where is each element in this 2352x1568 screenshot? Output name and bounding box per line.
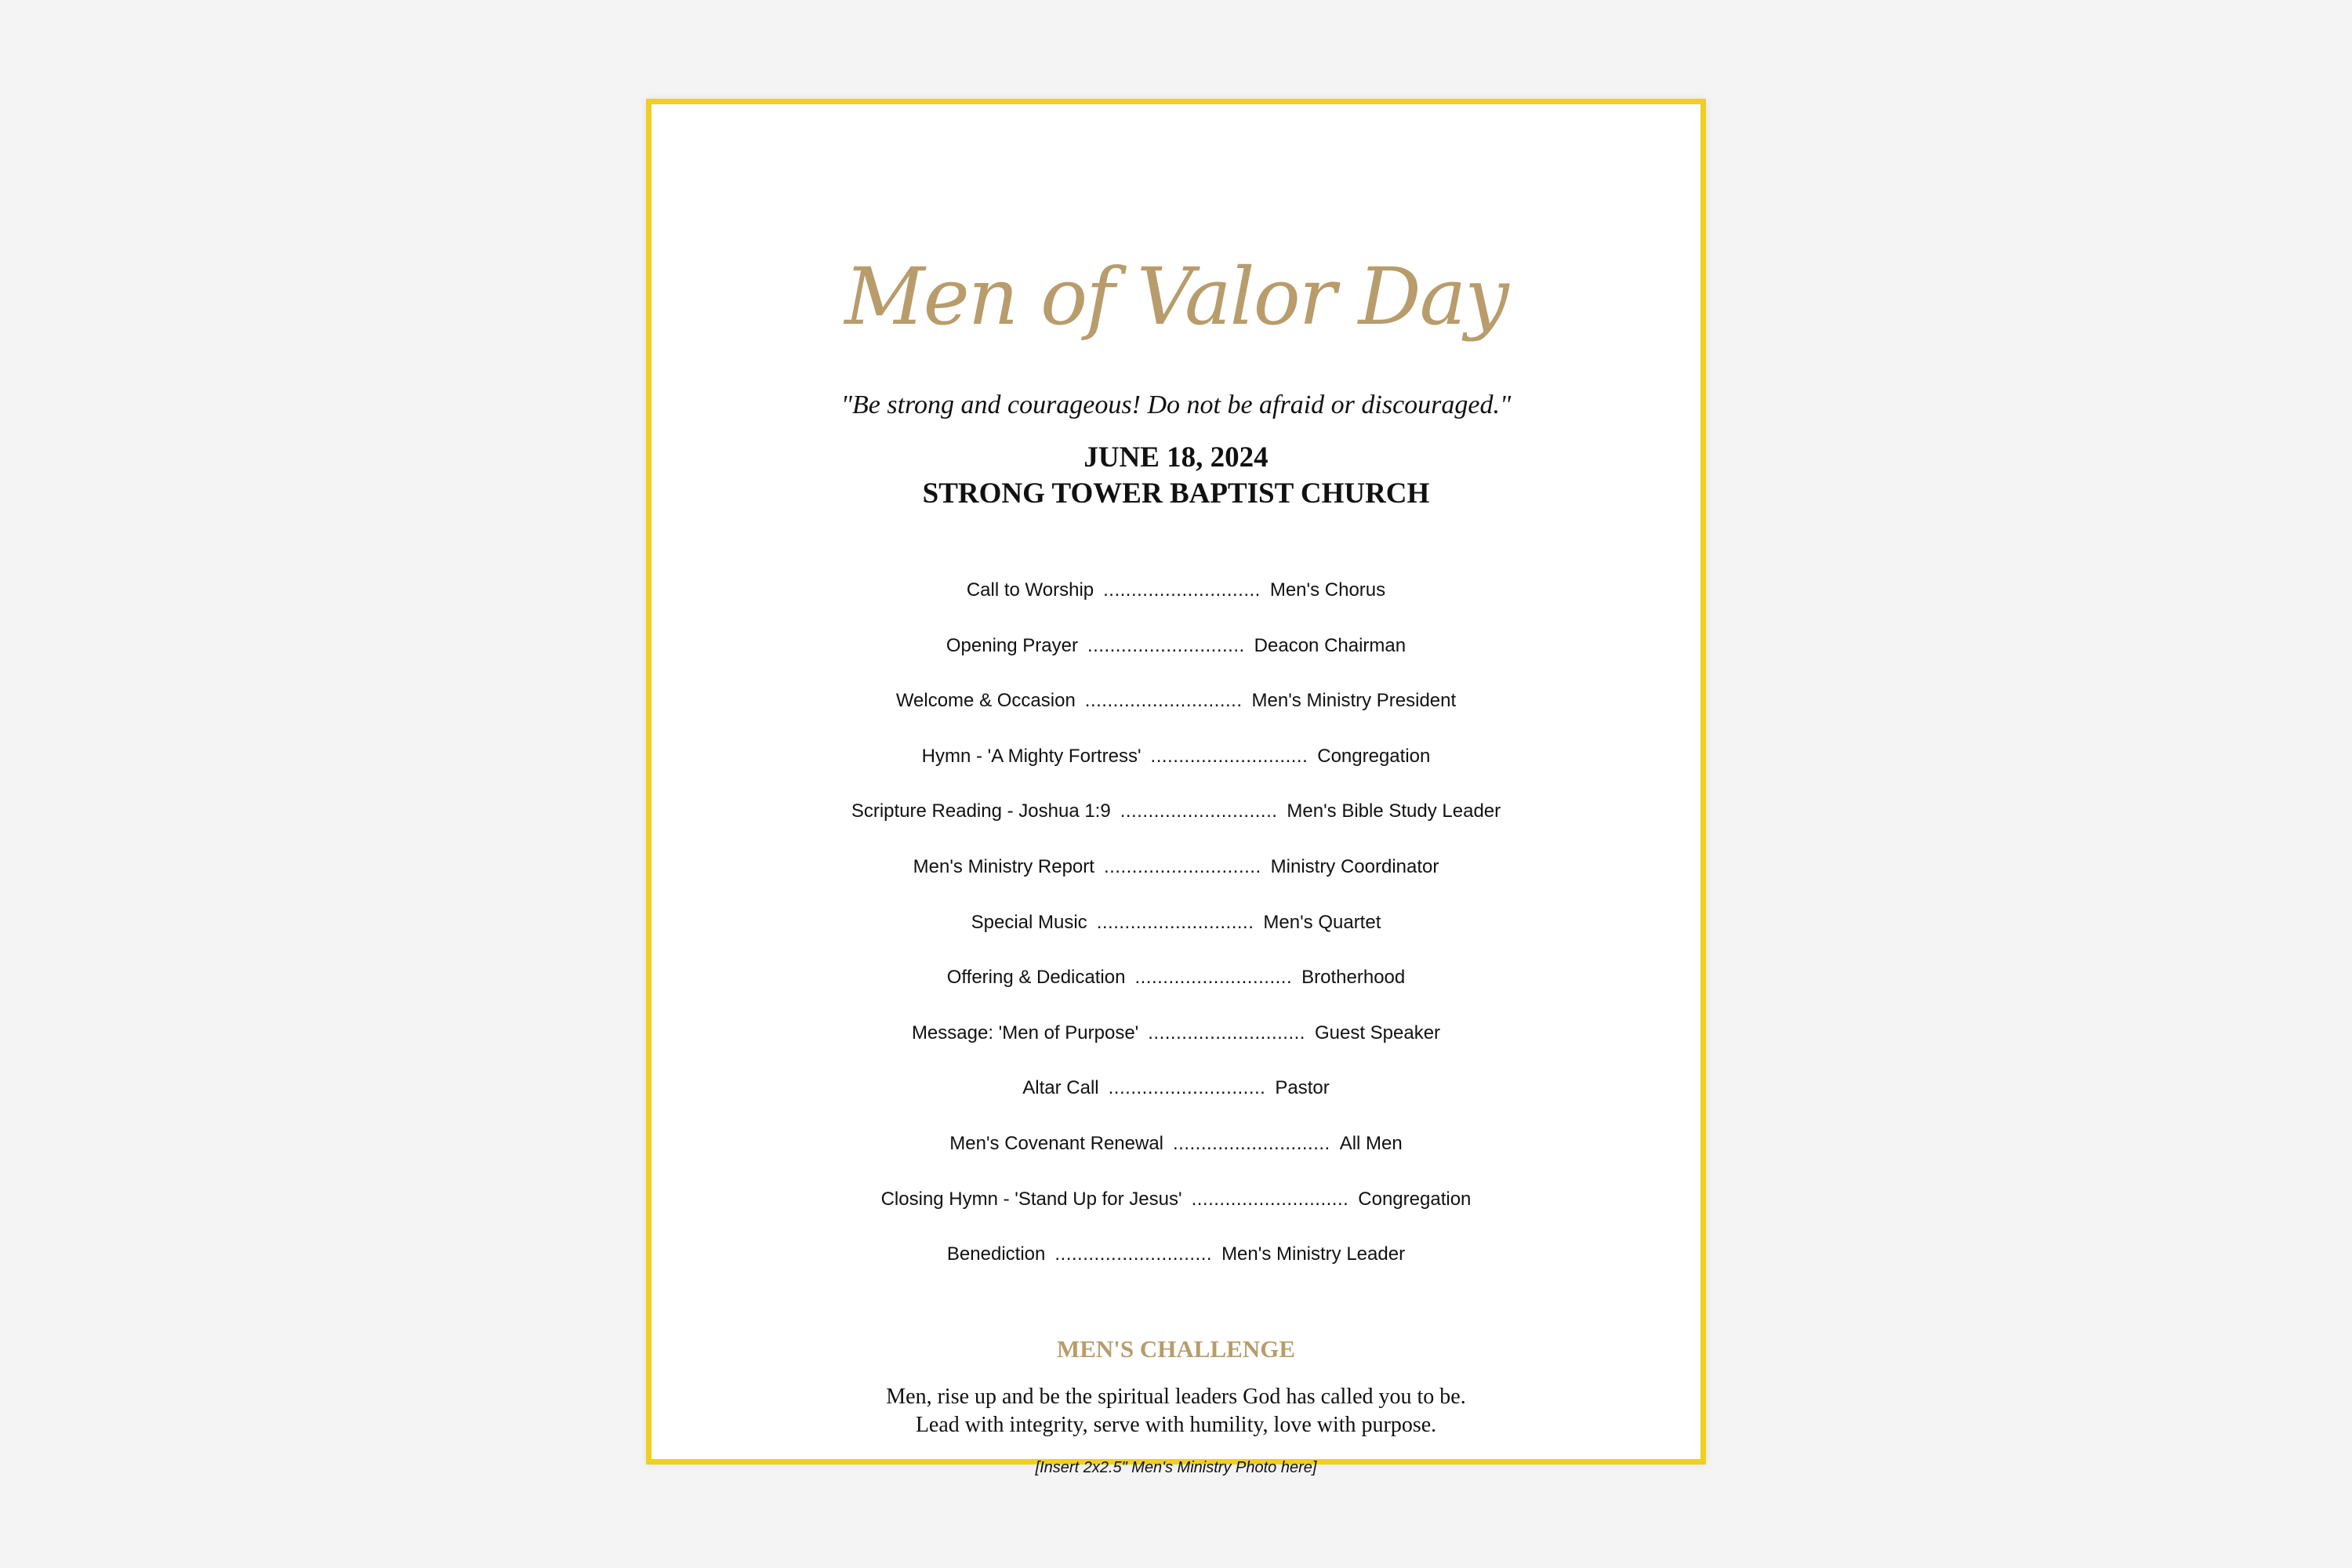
challenge-text-line: Lead with integrity, serve with humility, love with purpose. <box>915 1413 1437 1437</box>
program-dots: ............................ <box>1084 690 1243 712</box>
program-row <box>652 627 1700 683</box>
program-row <box>652 793 1700 848</box>
program-leader: Pastor <box>1275 1077 1330 1099</box>
program-content <box>652 104 1700 1476</box>
program-item: Men's Covenant Renewal <box>949 1132 1163 1154</box>
program-dots: ............................ <box>1103 855 1261 877</box>
program-row <box>652 904 1700 960</box>
program-leader: Guest Speaker <box>1314 1022 1441 1044</box>
program-item: Message: 'Men of Purpose' <box>911 1022 1139 1044</box>
program-dots: ............................ <box>1054 1243 1213 1265</box>
program-list <box>652 572 1700 1291</box>
program-row <box>652 959 1700 1014</box>
program-leader: Congregation <box>1358 1188 1472 1210</box>
program-dots: ............................ <box>1150 745 1308 767</box>
program-dots: ............................ <box>1120 800 1278 822</box>
program-leader: Congregation <box>1317 745 1431 767</box>
program-dots: ............................ <box>1087 634 1245 656</box>
program-row <box>652 1069 1700 1125</box>
church-name: STRONG TOWER BAPTIST CHURCH <box>922 477 1430 510</box>
program-leader: All Men <box>1339 1132 1403 1154</box>
program-leader: Men's Ministry President <box>1251 690 1457 712</box>
program-leader: Men's Quartet <box>1263 911 1381 933</box>
program-item: Special Music <box>971 911 1087 933</box>
program-dots: ............................ <box>1173 1132 1330 1154</box>
program-item: Benediction <box>946 1243 1046 1265</box>
program-leader: Brotherhood <box>1301 967 1406 989</box>
program-item: Hymn - 'A Mighty Fortress' <box>921 745 1142 767</box>
program-leader: Men's Chorus <box>1269 579 1386 601</box>
event-date: JUNE 18, 2024 <box>1083 441 1269 474</box>
program-item: Welcome & Occasion <box>895 690 1076 712</box>
program-dots: ............................ <box>1148 1022 1305 1044</box>
program-item: Men's Ministry Report <box>913 855 1094 877</box>
program-item: Altar Call <box>1022 1077 1099 1099</box>
program-row <box>652 682 1700 738</box>
program-leader: Men's Ministry Leader <box>1221 1243 1406 1265</box>
program-row <box>652 1125 1700 1181</box>
program-dots: ............................ <box>1134 967 1293 989</box>
program-dots: ............................ <box>1191 1188 1349 1210</box>
program-dots: ............................ <box>1108 1077 1266 1099</box>
program-item: Opening Prayer <box>946 634 1078 656</box>
challenge-text-line: Men, rise up and be the spiritual leaders God has called you to be. <box>886 1385 1466 1409</box>
challenge-heading: MEN'S CHALLENGE <box>1056 1335 1296 1363</box>
photo-placeholder-note: [Insert 2x2.5" Men's Ministry Photo here] <box>1035 1459 1317 1476</box>
program-row <box>652 1236 1700 1291</box>
program-page <box>646 99 1706 1476</box>
program-item: Closing Hymn - 'Stand Up for Jesus' <box>880 1188 1182 1210</box>
program-row <box>652 1181 1700 1236</box>
program-row <box>652 738 1700 793</box>
program-item: Call to Worship <box>966 579 1094 601</box>
program-row <box>652 848 1700 904</box>
program-row <box>652 572 1700 627</box>
program-item: Offering & Dedication <box>946 967 1126 989</box>
scripture-quote: "Be strong and courageous! Do not be afraid or discouraged." <box>840 390 1512 419</box>
program-leader: Ministry Coordinator <box>1270 855 1439 877</box>
event-title: Men of Valor Day <box>844 251 1508 343</box>
program-dots: ............................ <box>1096 911 1254 933</box>
program-row <box>652 1014 1700 1070</box>
program-dots: ............................ <box>1103 579 1261 601</box>
program-item: Scripture Reading - Joshua 1:9 <box>851 800 1111 822</box>
program-leader: Men's Bible Study Leader <box>1287 800 1501 822</box>
program-leader: Deacon Chairman <box>1254 634 1406 656</box>
